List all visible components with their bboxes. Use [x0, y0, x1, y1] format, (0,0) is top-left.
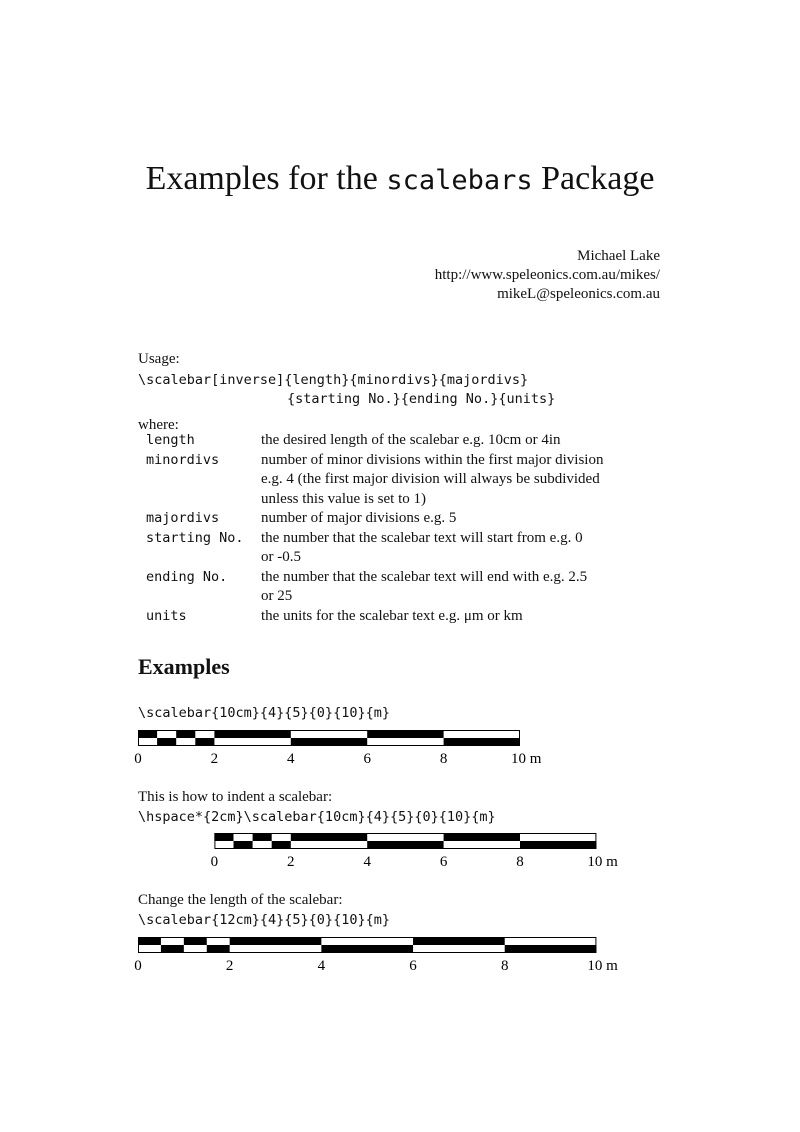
scalebar-major-block — [413, 937, 505, 945]
param-description-line: the number that the scalebar text will end with e.g. 2.5 — [261, 568, 588, 585]
scalebar-tick-label: 0 — [210, 854, 219, 870]
page-title — [0, 160, 800, 198]
param-description-line: number of major divisions e.g. 5 — [261, 510, 457, 526]
param-row — [146, 431, 666, 451]
title-prefix: Examples for the — [145, 160, 378, 197]
param-row — [146, 568, 666, 607]
scalebar-major-block — [214, 730, 290, 738]
param-description-line: the desired length of the scalebar e.g. 10cm or 4in — [261, 432, 561, 448]
title-suffix: Package — [541, 160, 655, 197]
usage-label: Usage: — [138, 351, 180, 367]
param-row — [146, 509, 666, 529]
param-description — [261, 431, 656, 451]
scalebar-minor-block — [207, 945, 230, 953]
param-term: majordivs — [146, 510, 220, 526]
scalebar-minor-block — [214, 833, 233, 841]
param-description — [261, 509, 656, 529]
param-row — [146, 607, 666, 627]
scalebar-minor-block — [184, 937, 207, 945]
scalebar-minor-block — [195, 738, 214, 746]
param-description — [261, 568, 656, 607]
param-description — [261, 607, 656, 627]
scalebar-major-block — [230, 937, 322, 945]
scalebar-major-block — [520, 841, 596, 849]
example-2-caption: This is how to indent a scalebar: — [138, 789, 333, 805]
scalebar-minor-block — [272, 841, 291, 849]
section-heading-examples: Examples — [138, 654, 230, 679]
scalebar-major-block — [505, 945, 597, 953]
scalebar-tick-label: 6 — [363, 751, 371, 767]
scalebar-major-block — [291, 738, 367, 746]
param-term: minordivs — [146, 451, 220, 468]
scalebar-tick-label: 4 — [317, 958, 326, 974]
param-description-line: the units for the scalebar text e.g. μm or km — [261, 607, 523, 624]
scalebar-minor-block — [253, 833, 272, 841]
example-2-code: \hspace*{2cm}\scalebar{10cm}{4}{5}{0}{10}{m} — [138, 809, 496, 825]
scalebar-tick-label: 10 m — [511, 751, 542, 767]
param-description — [261, 529, 656, 568]
author-email: mikeL@speleonics.com.au — [497, 286, 660, 302]
scalebar-minor-block — [176, 730, 195, 738]
scalebar-tick-label: 6 — [409, 958, 417, 974]
example-2-scalebar — [138, 833, 636, 875]
scalebar-minor-block — [234, 841, 253, 849]
scalebar-tick-label: 2 — [225, 958, 234, 974]
scalebar-minor-block — [161, 945, 184, 953]
scalebar-graphic — [138, 833, 636, 875]
scalebar-tick-label: 0 — [134, 751, 142, 767]
usage-syntax-line2: {starting No.}{ending No.}{units} — [287, 391, 556, 407]
scalebar-minor-block — [138, 937, 161, 945]
scalebar-graphic — [134, 730, 560, 772]
scalebar-tick-label: 2 — [210, 751, 219, 767]
param-term: ending No. — [146, 568, 228, 585]
scalebar-tick-label: 4 — [287, 751, 295, 767]
param-description-line: or 25 — [261, 588, 293, 604]
scalebar-tick-label: 6 — [439, 854, 448, 870]
example-1-scalebar — [134, 730, 560, 772]
param-term: starting No. — [146, 529, 244, 546]
example-1-code: \scalebar{10cm}{4}{5}{0}{10}{m} — [138, 705, 390, 721]
scalebar-tick-label: 8 — [439, 751, 448, 767]
scalebar-major-block — [444, 833, 520, 841]
scalebar-tick-label: 2 — [287, 854, 295, 870]
param-description-line: unless this value is set to 1) — [261, 490, 426, 507]
param-term: length — [146, 432, 195, 448]
scalebar-graphic — [134, 937, 636, 979]
param-description — [261, 451, 656, 510]
param-row — [146, 451, 666, 510]
scalebar-major-block — [367, 730, 443, 738]
scalebar-tick-label: 0 — [134, 958, 142, 974]
author-url: http://www.speleonics.com.au/mikes/ — [434, 267, 660, 283]
where-label: where: — [138, 417, 179, 433]
example-3-code: \scalebar{12cm}{4}{5}{0}{10}{m} — [138, 912, 390, 928]
param-row — [146, 529, 666, 568]
example-3-scalebar — [134, 937, 636, 979]
scalebar-tick-label: 8 — [516, 854, 524, 870]
scalebar-tick-label: 10 m — [587, 854, 618, 870]
scalebar-minor-block — [157, 738, 176, 746]
param-description-line: or -0.5 — [261, 549, 301, 565]
scalebar-tick-label: 8 — [500, 958, 509, 974]
scalebar-tick-label: 4 — [363, 854, 371, 870]
scalebar-minor-block — [138, 730, 157, 738]
title-package: scalebars — [386, 165, 533, 196]
usage-syntax-line1: \scalebar[inverse]{length}{minordivs}{majordivs} — [138, 372, 529, 388]
example-3-caption: Change the length of the scalebar: — [138, 892, 343, 908]
param-term: units — [146, 607, 187, 624]
param-description-line: number of minor divisions within the first major division — [261, 451, 604, 468]
scalebar-major-block — [291, 833, 367, 841]
scalebar-major-block — [444, 738, 520, 746]
scalebar-major-block — [321, 945, 413, 953]
scalebar-major-block — [367, 841, 443, 849]
param-description-line: e.g. 4 (the first major division will always be subdivided — [261, 471, 600, 487]
author-name: Michael Lake — [577, 248, 660, 264]
scalebar-tick-label: 10 m — [587, 958, 618, 974]
param-description-line: the number that the scalebar text will start from e.g. 0 — [261, 529, 583, 546]
parameter-list — [146, 431, 666, 626]
